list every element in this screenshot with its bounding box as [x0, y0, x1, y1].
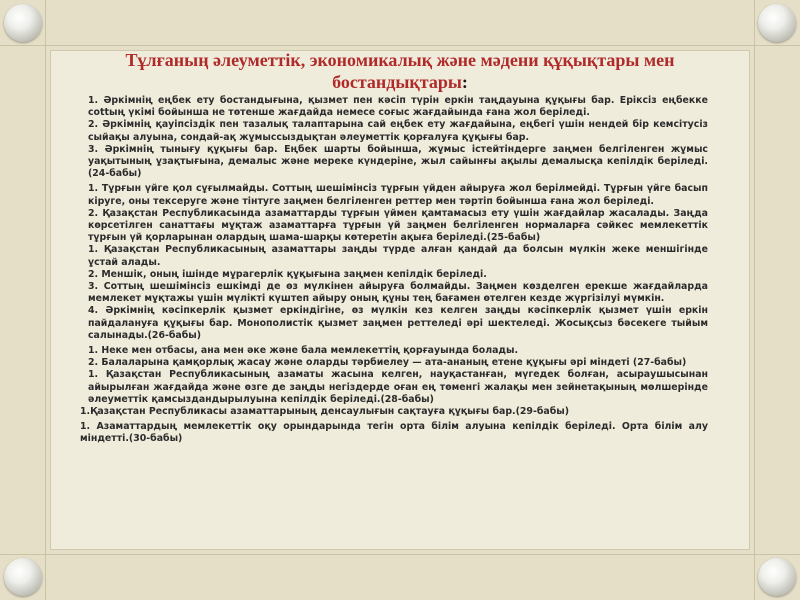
paragraph-rest-right: 3. Әркімнің тынығу құқығы бар. Еңбек шарты бойынша, жұмыс істейтіндерге заңмен белгіленген жұмыс уақытының ұзақтығына, демалыс және мереке күндеріне, жыл сайынғы ақылы демалысқа кепілдік беріледі. (24-бабы) — [88, 143, 708, 180]
paragraph-work-freedom: 1. Әркімнің еңбек ету бостандығына, қызмет пен кәсіп түрін еркін таңдауына құқығы бар. Еріксіз еңбекке сottың үкімі бойынша не төтенше жағдайда немесе соғыс жағдайында ғана жол беріледі. — [88, 95, 708, 119]
paragraph-work-conditions: 2. Әркімнің қауіпсіздік пен тазалық талаптарына сай еңбек ету жағдайына, еңбегі үшін нендей бір кемсітусіз сыйақы алуына, сондай-ақ жұмыссыздықтан әлеуметтік қорғалуға құқығы бар. — [88, 119, 708, 143]
corner-knob-top-right — [758, 4, 796, 42]
slide-title — [100, 49, 700, 93]
paragraph-housing-inviolable: 1. Тұрғын үйге қол сұғылмайды. Соттың шешімінсіз тұрғын үйден айыруға жол берілмейді. Тұрғын үйге басып кіруге, оны тексеруге және тінтуге заңмен белгіленген реттер мен тәртіп бойынша ғана жол беріледі. — [88, 183, 708, 207]
paragraph-property-deprivation: 3. Соттың шешімінсіз ешкімді де өз мүлкінен айыруға болмайды. Заңмен көзделген ерекше жағдайларда мемлекет мұқтажы үшін мүлікті күштеп айыру оның құны тең бағамен өтелген кезде жүргізілуі мүмкін. — [88, 281, 708, 305]
paragraph-housing-provision: 2. Қазақстан Республикасында азаматтарды тұрғын үймен қамтамасыз ету үшін жағдайлар жасалады. Заңда көрсетілген санаттағы мұқтаж азаматтарға тұрғын үй заңмен белгіленген нормаларға сәйкес мемлекеттік тұрғын үй қорларынан олардың шама-шарқы көтеретін ақыға беріледі.(25-бабы) — [88, 207, 708, 244]
paragraph-entrepreneurship: 4. Әркімнің кәсіпкерлік қызмет еркіндігіне, өз мүлкін кез келген заңды кәсіпкерлік қызмет үшін еркін пайдалануға құқығы бар. Монополистік қызмет заңмен реттеледі әрі шектеледі. Жосықсыз бәсекеге тыйым салынады.(26-бабы) — [88, 305, 708, 341]
paragraph-family-protection: 1. Неке мен отбасы, ана мен әке және бала мемлекеттің қорғауында болады. — [88, 345, 519, 357]
paragraph-education: 1. Азаматтардың мемлекеттік оқу орындарында тегін орта білім алуына кепілдік беріледі. Орта білім алу міндетті.(30-бабы) — [80, 421, 708, 445]
paragraph-inheritance: 2. Меншік, оның ішінде мұрагерлік құқығына заңмен кепілдік беріледі. — [88, 268, 487, 280]
corner-knob-bottom-right — [758, 558, 796, 596]
slide-body — [80, 95, 708, 446]
paragraph-property-ownership: 1. Қазақстан Республикасының азаматтары заңды түрде алған қандай да болсын мүлкін жеке меншігінде ұстай алады. — [88, 244, 708, 268]
corner-knob-top-left — [4, 4, 42, 42]
corner-knob-bottom-left — [4, 558, 42, 596]
paragraph-child-upbringing: 2. Балаларына қамқорлық жасау және оларды тәрбиелеу — ата-ананың етене құқығы әрі міндеті (27-бабы) — [88, 357, 687, 369]
frame-line-top — [0, 45, 800, 46]
paragraph-health-care: 1.Қазақстан Республикасы азаматтарының денсаулығын сақтауға құқығы бар.(29-бабы) — [80, 406, 570, 418]
frame-line-right — [754, 0, 755, 600]
frame-line-left — [45, 0, 46, 600]
slide-title-colon: : — [461, 72, 468, 92]
slide-title-text: Тұлғаның әлеуметтік, экономикалық және мәдени құқықтары мен бостандықтары — [125, 50, 675, 92]
frame-line-bottom — [0, 554, 800, 555]
paragraph-social-security: 1. Қазақстан Республикасының азаматы жасына келген, науқастанған, мүгедек болған, асыраушысынан айырылған жағдайда және өзге де заңды негіздерде оған ең төменгі жалақы мен зейнетақының мөлшерінде әлеуметтік қамсыздандырылуына кепілдік беріледі.(28-бабы) — [88, 369, 708, 405]
